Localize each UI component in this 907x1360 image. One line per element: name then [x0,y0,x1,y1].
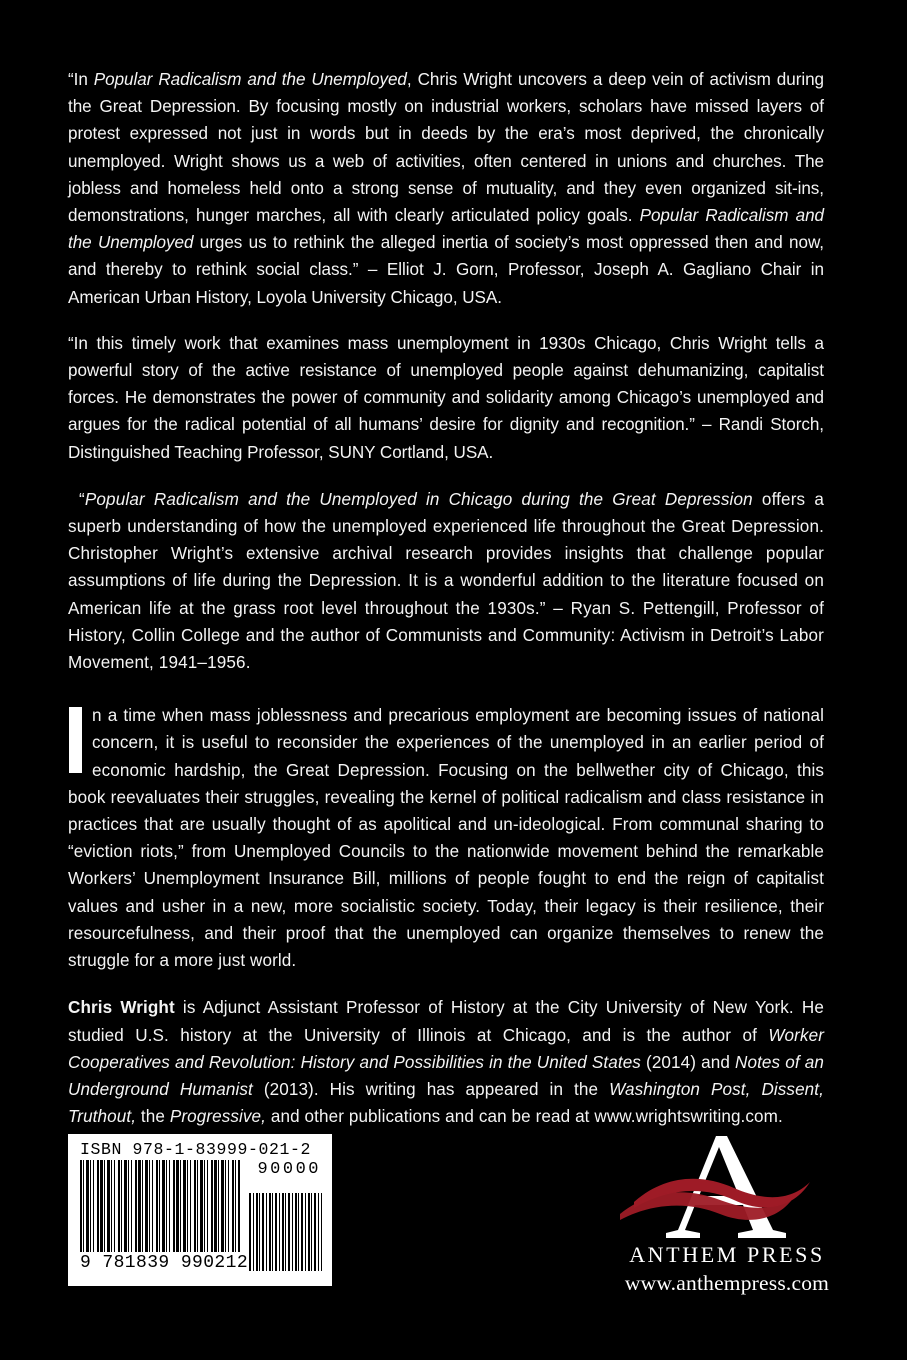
endorsement-blurb-pettengill: “Popular Radicalism and the Unemployed in Chicago during the Great Depression offers a superb understanding of how the unemployed experienced life throughout the Great Depression. Christopher Wright’s extensive archival research provides insights that challenge popular assumptions of life during the Depression. It is a wonderful addition to the literature focused on American life at the grass root level throughout the 1930s.” – Ryan S. Pettengill, Professor of History, Collin College and the author of Communists and Community: Activism in Detroit’s Labor Movement, 1941–1956. [68,489,824,673]
book-description [68,702,824,974]
publisher-website-url: www.anthempress.com [624,1271,830,1295]
drop-cap-letter [69,707,82,773]
isbn-number-label: ISBN 978-1-83999-021-2 [80,1140,312,1159]
endorsement-blurb-storch: “In this timely work that examines mass unemployment in 1930s Chicago, Chris Wright tells a powerful story of the active resistance of unemployed people against dehumanizing, capitalist forces. He demonstrates the power of community and solidarity among Chicago’s unemployed and argues for the radical potential of all humans’ desire for dignity and recognition.” – Randi Storch, Distinguished Teaching Professor, SUNY Cortland, USA. [68,333,824,462]
barcode-addon-group [249,1160,322,1271]
barcode-bars-addon [249,1193,322,1271]
barcode-addon-price-code: 90000 [257,1160,321,1179]
book-description-text: n a time when mass joblessness and precarious employment are becoming issues of national concern, it is useful to reconsider the experiences of the unemployed in an earlier period of economic hardship, the Great Depression. Focusing on the bellwether city of Chicago, this book reevaluates their struggles, revealing the kernel of political radicalism and class resistance in practices that are usually thought of as apolitical and un-ideological. From communal sharing to “eviction riots,” from Unemployed Councils to the nationwide movement behind the remarkable Workers’ Unemployment Insurance Bill, millions of people fought to end the reign of capitalist values and usher in a new, more socialistic society. Today, their legacy is their resilience, their resourcefulness, and their proof that the unemployed can organize themselves to renew the struggle for a more just world. [68,706,824,971]
cover-text-column [68,66,824,1130]
endorsement-blurb-gorn: “In Popular Radicalism and the Unemployed, Chris Wright uncovers a deep vein of activism during the Great Depression. By focusing mostly on industrial workers, scholars have missed layers of protest expressed not just in words but in deeds by the era’s most deprived, the chronically unemployed. Wright shows us a web of activities, often centered in unions and churches. The jobless and homeless held onto a strong sense of mutuality, and they even organized sit-ins, demonstrations, hunger marches, all with clearly articulated policy goals. Popular Radicalism and the Unemployed urges us to rethink the alleged inertia of society’s most oppressed then and now, and thereby to rethink social class.” – Elliot J. Gorn, Professor, Joseph A. Gagliano Chair in American Urban History, Loyola University Chicago, USA. [68,70,825,307]
barcode-human-readable-digits: 9 781839 990212 [80,1253,249,1273]
barcode-bars-row [80,1160,322,1273]
anthem-a-logo-icon [596,1130,858,1246]
barcode-ean13-group [80,1160,249,1273]
publisher-name: ANTHEM PRESS [629,1242,825,1267]
publisher-logo-block [596,1130,858,1296]
author-biography: Chris Wright is Adjunct Assistant Professor of History at the City University of New York. He studied U.S. history at the University of Illinois at Chicago, and is the author of Worker Cooperatives and Revolution: History and Possibilities in the United States (2014) and Notes of an Underground Humanist (2013). His writing has appeared in the Washington Post, Dissent, Truthout, the Progressive, and other publications and can be read at www.wrightswriting.com. [68,998,824,1127]
isbn-barcode [68,1134,332,1286]
barcode-bars-ean13 [80,1160,240,1252]
